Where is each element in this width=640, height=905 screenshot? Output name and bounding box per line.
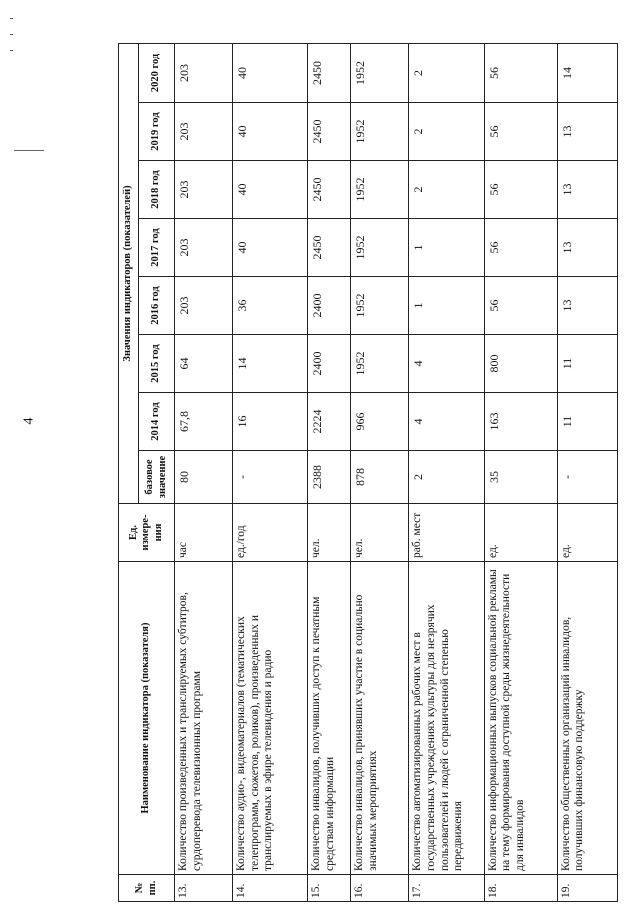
- year-value: 40: [233, 103, 308, 161]
- indicator-unit: ед.: [557, 504, 617, 562]
- indicator-name: Количество общественных организаций инвалидов, получивших финансовую поддержку: [557, 562, 617, 875]
- base-value: -: [557, 451, 617, 504]
- row-number: 17.: [409, 875, 484, 902]
- year-value: 1952: [351, 277, 409, 335]
- header-num: № пп.: [119, 875, 175, 902]
- year-value: 2450: [308, 161, 351, 219]
- indicator-name: Количество аудио-, видеоматериалов (тематических телепрограмм, сюжетов, роликов), произведенных и транслируемых в эфире телевидения и радио: [233, 562, 308, 875]
- year-value: 56: [484, 43, 557, 102]
- margin-mark: [10, 50, 13, 51]
- indicator-name: Количество инвалидов, принявших участие в социально значимых мероприятиях: [351, 562, 409, 875]
- table-row: [308, 43, 351, 901]
- year-value: 1952: [351, 161, 409, 219]
- header-row-group: [119, 43, 139, 901]
- indicator-unit: чел.: [308, 504, 351, 562]
- year-value: 1952: [351, 219, 409, 277]
- year-value: 36: [233, 277, 308, 335]
- year-value: 16: [233, 393, 308, 451]
- year-value: 1952: [351, 43, 409, 102]
- year-value: 56: [484, 219, 557, 277]
- year-value: 11: [557, 335, 617, 393]
- year-value: 4: [409, 393, 484, 451]
- year-value: 40: [233, 161, 308, 219]
- table-row: [233, 43, 308, 901]
- year-value: 2400: [308, 335, 351, 393]
- year-value: 14: [557, 43, 617, 102]
- indicators-table: [118, 43, 618, 902]
- year-value: 800: [484, 335, 557, 393]
- year-value: 1: [409, 219, 484, 277]
- header-name: Наименование индикатора (показателя): [119, 562, 175, 875]
- year-value: 2: [409, 103, 484, 161]
- year-value: 13: [557, 219, 617, 277]
- indicator-unit: час: [175, 504, 233, 562]
- table-rotation-frame: [118, 44, 618, 902]
- indicator-name: Количество произведенных и транслируемых субтитров, сурдоперевода телевизионных программ: [175, 562, 233, 875]
- margin-mark: [10, 34, 13, 35]
- year-value: 11: [557, 393, 617, 451]
- year-value: 14: [233, 335, 308, 393]
- table-row: [557, 43, 617, 901]
- table-row: [484, 43, 557, 901]
- row-number: 14.: [233, 875, 308, 902]
- year-value: 13: [557, 277, 617, 335]
- table-row: [175, 43, 233, 901]
- indicator-name: Количество информационных выпусков социальной рекламы на тему формирования доступной среды жизнедеятельности для инвалидов: [484, 562, 557, 875]
- year-value: 4: [409, 335, 484, 393]
- row-number: 16.: [351, 875, 409, 902]
- year-value: 163: [484, 393, 557, 451]
- base-value: 878: [351, 451, 409, 504]
- indicator-unit: ед./год: [233, 504, 308, 562]
- year-value: 2400: [308, 277, 351, 335]
- year-value: 203: [175, 161, 233, 219]
- year-value: 2450: [308, 219, 351, 277]
- row-number: 18.: [484, 875, 557, 902]
- header-year: 2015 год: [139, 335, 175, 393]
- margin-line: [14, 150, 44, 151]
- row-number: 13.: [175, 875, 233, 902]
- header-values-group: Значения индикаторов (показателей): [119, 43, 139, 503]
- year-value: 67,8: [175, 393, 233, 451]
- year-value: 2: [409, 161, 484, 219]
- year-value: 966: [351, 393, 409, 451]
- margin-mark: [10, 18, 13, 19]
- header-year: 2014 год: [139, 393, 175, 451]
- indicator-name: Количество инвалидов, получивших доступ к печатным средствам информации: [308, 562, 351, 875]
- header-year: 2017 год: [139, 219, 175, 277]
- base-value: 2: [409, 451, 484, 504]
- header-year: 2019 год: [139, 103, 175, 161]
- year-value: 1952: [351, 103, 409, 161]
- row-number: 15.: [308, 875, 351, 902]
- year-value: 13: [557, 161, 617, 219]
- year-value: 203: [175, 277, 233, 335]
- indicator-unit: раб. мест: [409, 504, 484, 562]
- header-year: 2016 год: [139, 277, 175, 335]
- year-value: 1: [409, 277, 484, 335]
- year-value: 2: [409, 43, 484, 102]
- row-number: 19.: [557, 875, 617, 902]
- year-value: 13: [557, 103, 617, 161]
- page-number: 4: [21, 417, 37, 425]
- year-value: 203: [175, 43, 233, 102]
- table-row: [409, 43, 484, 901]
- year-value: 2450: [308, 103, 351, 161]
- year-value: 56: [484, 161, 557, 219]
- indicator-name: Количество автоматизированных рабочих мест в государственных учреждениях культуры для незрячих пользователей и людей с ограниченной степенью передвижения: [409, 562, 484, 875]
- header-unit: Ед. измере-ния: [119, 504, 175, 562]
- indicator-unit: ед.: [484, 504, 557, 562]
- year-value: 1952: [351, 335, 409, 393]
- base-value: 2388: [308, 451, 351, 504]
- header-year: 2018 год: [139, 161, 175, 219]
- year-value: 56: [484, 277, 557, 335]
- header-base: базовое значение: [139, 451, 175, 504]
- indicator-unit: чел.: [351, 504, 409, 562]
- year-value: 64: [175, 335, 233, 393]
- rotated-table-area: [118, 44, 618, 902]
- year-value: 203: [175, 219, 233, 277]
- base-value: 35: [484, 451, 557, 504]
- year-value: 56: [484, 103, 557, 161]
- base-value: -: [233, 451, 308, 504]
- year-value: 2450: [308, 43, 351, 102]
- header-year: 2020 год: [139, 43, 175, 102]
- year-value: 203: [175, 103, 233, 161]
- table-row: [351, 43, 409, 901]
- year-value: 2224: [308, 393, 351, 451]
- year-value: 40: [233, 219, 308, 277]
- year-value: 40: [233, 43, 308, 102]
- base-value: 80: [175, 451, 233, 504]
